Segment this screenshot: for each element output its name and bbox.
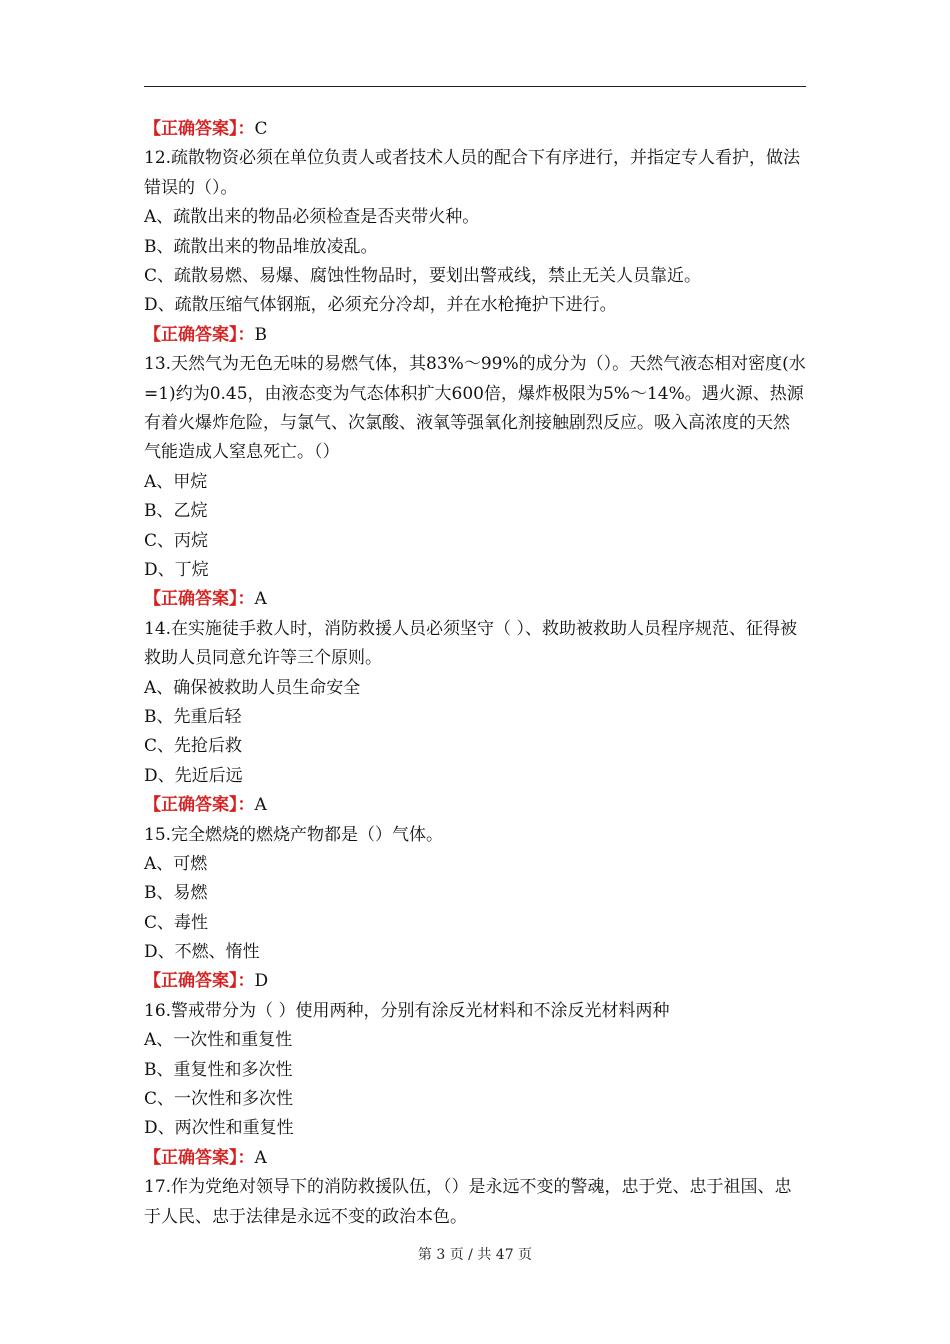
question-text: 13.天然气为无色无味的易燃气体，其83%～99%的成分为（）。天然气液态相对密度(水=1)约为0.45，由液态变为气态体积扩大600倍，爆炸极限为5%～14%。遇火源、热源有着火爆炸危险，与氯气、次氯酸、液氧等强氧化剂接触剧烈反应。吸入高浓度的天然气能造成人窒息死亡。（） [144,354,806,463]
answer-option: D、丁烷 [144,559,209,580]
answer-option: A、确保被救助人员生命安全 [144,677,361,698]
answer-value: A [254,795,267,816]
answer-label: 【正确答案】 [144,589,238,610]
question-text: 17.作为党绝对领导下的消防救援队伍，（）是永远不变的警魂，忠于党、忠于祖国、忠于人民、忠于法律是永远不变的政治本色。 [144,1177,792,1227]
answer-separator: ： [237,971,255,992]
correct-answer-line [144,585,806,614]
answer-option: B、乙烷 [144,501,208,522]
answer-option: C、丙烷 [144,530,209,551]
answer-option: C、疏散易燃、易爆、腐蚀性物品时，要划出警戒线，禁止无关人员靠近。 [144,265,702,286]
answer-option: D、疏散压缩气体钢瓶，必须充分冷却，并在水枪掩护下进行。 [144,295,617,316]
answer-value: D [254,971,269,992]
answer-option: C、毒性 [144,912,209,933]
question-text: 12.疏散物资必须在单位负责人或者技术人员的配合下有序进行，并指定专人看护，做法错误的（）。 [144,148,801,198]
header-rule [144,86,806,87]
answer-value: A [254,589,267,610]
question-text: 16.警戒带分为（ ）使用两种，分别有涂反光材料和不涂反光材料两种 [144,1000,670,1021]
answer-option: B、易燃 [144,883,208,904]
answer-option: B、疏散出来的物品堆放凌乱。 [144,236,378,257]
answer-value: A [254,1147,267,1168]
answer-value: C [254,119,268,139]
answer-option: D、先近后远 [144,765,243,786]
answer-separator: ： [237,1147,255,1168]
page-footer: 第 3 页 / 共 47 页 [417,1247,533,1263]
answer-separator: ： [237,795,255,816]
answer-value: B [254,324,267,345]
answer-label: 【正确答案】 [144,795,238,816]
answer-option: D、两次性和重复性 [144,1118,294,1139]
answer-separator: ： [237,119,255,139]
correct-answer-line [144,967,806,996]
answer-option: B、先重后轻 [144,706,242,727]
correct-answer-line [144,321,806,350]
correct-answer-line [144,115,806,144]
answer-option: C、一次性和多次性 [144,1089,294,1110]
answer-label: 【正确答案】 [144,971,238,992]
answer-label: 【正确答案】 [144,119,238,139]
answer-option: A、一次性和重复性 [144,1030,293,1051]
answer-separator: ： [237,589,255,610]
answer-option: C、先抢后救 [144,736,243,757]
answer-option: D、不燃、惰性 [144,942,260,963]
answer-option: A、甲烷 [144,471,208,492]
answer-option: A、可燃 [144,853,208,874]
question-text: 15.完全燃烧的燃烧产物都是（）气体。 [144,824,444,845]
correct-answer-line [144,1144,806,1173]
answer-separator: ： [237,324,255,345]
document-body [144,115,806,1232]
answer-option: A、疏散出来的物品必须检查是否夹带火种。 [144,207,480,228]
answer-label: 【正确答案】 [144,1147,238,1168]
question-text: 14.在实施徒手救人时，消防救援人员必须坚守（ ）、救助被救助人员程序规范、征得被救助人员同意允许等三个原则。 [144,618,797,669]
answer-label: 【正确答案】 [144,324,238,345]
correct-answer-line [144,791,806,820]
answer-option: B、重复性和多次性 [144,1059,293,1080]
